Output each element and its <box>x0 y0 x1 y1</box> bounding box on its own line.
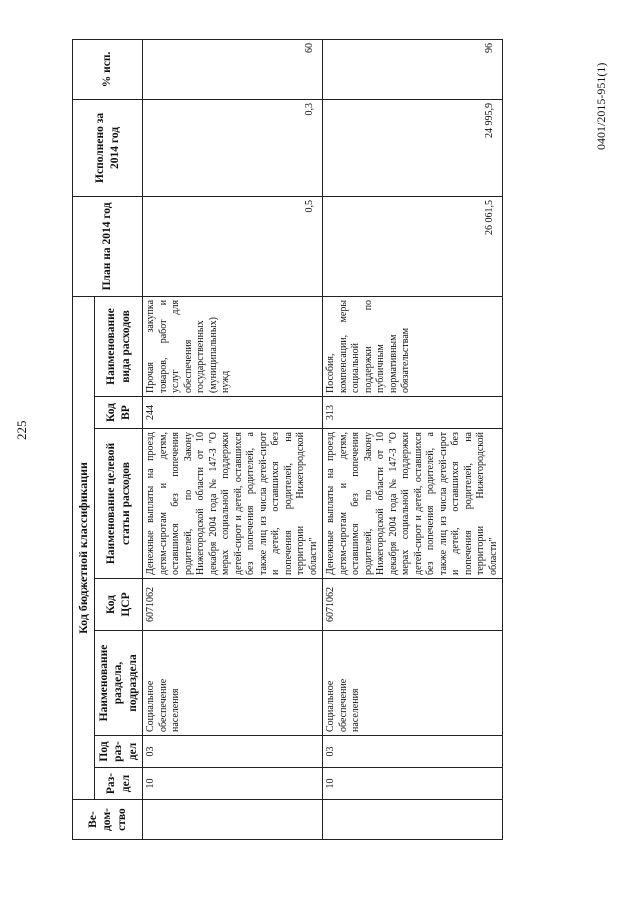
cell-vedomstvo <box>323 800 503 840</box>
cell-csr-name: Денежные выплаты на проезд детям-сиротам и детям, оставшимся без попечения родителей, по Закону Нижегородской области от 10 декабря 2004 года № 147-З "О мерах социальной поддержки детей-сирот и детей, оставшихся без попечения родителей, а также лиц из числа детей-сирот и детей, оставшихся без попечения родителей, на территории Нижегородской области" <box>323 429 503 579</box>
header-vedomstvo: Ве- дом- ство <box>73 800 143 840</box>
cell-plan: 0,5 <box>143 196 323 296</box>
cell-vr-name: Пособия, компенсации, меры социальной поддержки по публичным нормативным обязательствам <box>323 296 503 396</box>
cell-podrazdel: 03 <box>143 736 323 768</box>
cell-razdel: 10 <box>323 768 503 800</box>
header-kod-csr: Код ЦСР <box>95 579 143 631</box>
cell-razdel-name: Социальное обеспечение населения <box>323 631 503 736</box>
cell-podrazdel: 03 <box>323 736 503 768</box>
header-podrazdel: Под раз- дел <box>95 736 143 768</box>
cell-razdel: 10 <box>143 768 323 800</box>
cell-razdel-name: Социальное обеспечение населения <box>143 631 323 736</box>
cell-kod-vr: 244 <box>143 397 323 429</box>
header-razdel: Раз- дел <box>95 768 143 800</box>
cell-vedomstvo <box>143 800 323 840</box>
header-vr-name: Наименование вида расходов <box>95 296 143 396</box>
cell-kod-csr: 6071062 <box>143 579 323 631</box>
cell-executed: 24 995,9 <box>323 99 503 196</box>
header-row-group <box>73 39 95 839</box>
header-plan-2014: План на 2014 год <box>73 196 143 296</box>
header-percent-executed: % исп. <box>73 39 143 99</box>
header-executed-2014: Исполнено за 2014 год <box>73 99 143 196</box>
budget-table-rotated-container <box>72 40 522 840</box>
table-row <box>323 39 503 839</box>
header-razdel-name: Наименование раздела, подраздела <box>95 631 143 736</box>
cell-vr-name: Прочая закупка товаров, работ и услуг для обеспечения государственных (муниципальных) нужд <box>143 296 323 396</box>
cell-percent: 96 <box>323 39 503 99</box>
budget-classification-table <box>72 39 503 840</box>
table-row <box>143 39 323 839</box>
cell-executed: 0,3 <box>143 99 323 196</box>
cell-percent: 60 <box>143 39 323 99</box>
cell-plan: 26 061,5 <box>323 196 503 296</box>
cell-csr-name: Денежные выплаты на проезд детям-сиротам и детям, оставшимся без попечения родителей, по Закону Нижегородской области от 10 декабря 2004 года № 147-З "О мерах социальной поддержки детей-сирот и детей, оставшихся без попечения родителей, а также лиц из числа детей-сирот и детей, оставшихся без попечения родителей, на территории Нижегородской области" <box>143 429 323 579</box>
document-code: 0401/2015-951(1) <box>594 62 608 150</box>
header-csr-name: Наименование целевой статьи расходов <box>95 429 143 579</box>
cell-kod-vr: 313 <box>323 397 503 429</box>
page-number: 225 <box>14 420 29 440</box>
cell-kod-csr: 6071062 <box>323 579 503 631</box>
header-budget-classification: Код бюджетной классификации <box>73 296 95 799</box>
header-kod-vr: Код ВР <box>95 397 143 429</box>
